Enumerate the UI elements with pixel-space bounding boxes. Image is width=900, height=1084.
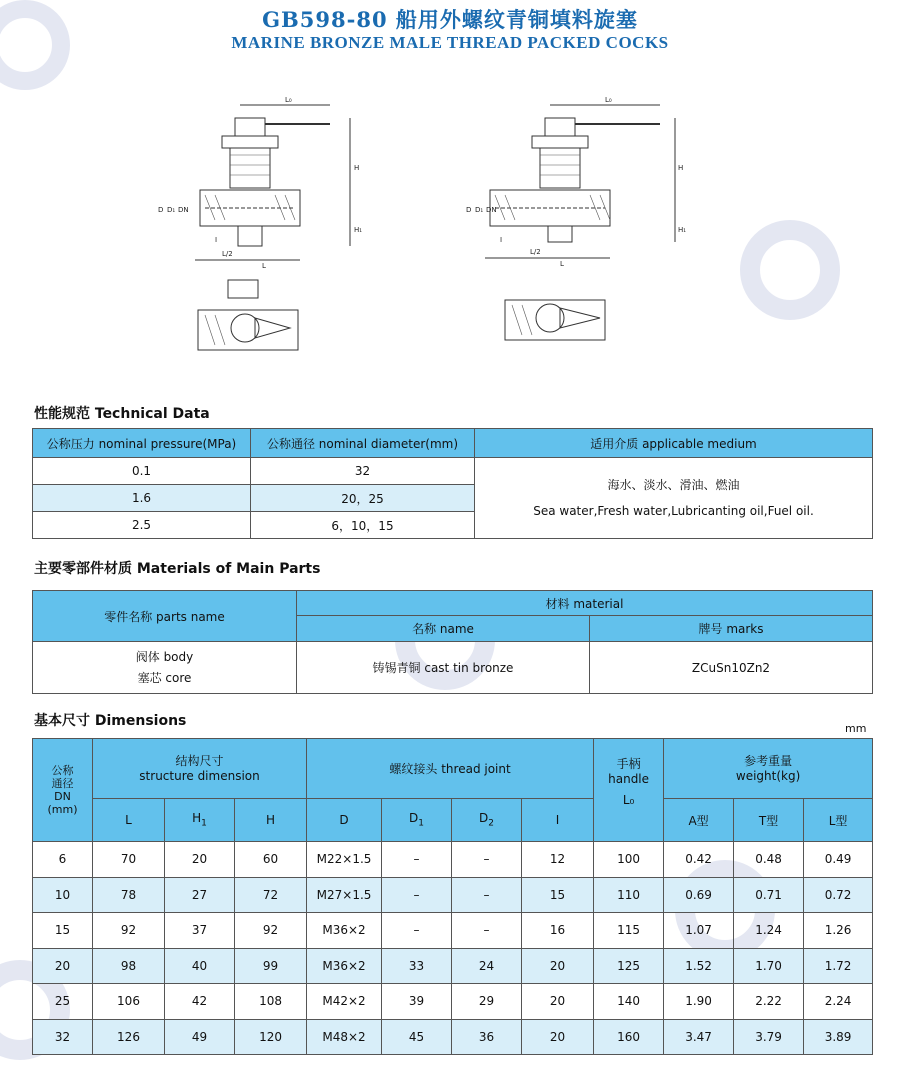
d1-cell: –	[382, 913, 452, 949]
technical-section-title: 性能规范 Technical Data	[34, 406, 210, 422]
materials-section-title: 主要零部件材质 Materials of Main Parts	[34, 561, 321, 577]
weight-line: 参考重量	[744, 753, 793, 768]
table-row	[33, 877, 873, 913]
dn-cell: 32	[33, 1019, 93, 1055]
dn-line: DN	[54, 790, 71, 803]
h-cell: 108	[235, 984, 307, 1020]
valve-front-view-right	[485, 105, 675, 258]
l-cell: 126	[93, 1019, 165, 1055]
d1-main: D	[409, 811, 419, 826]
dn-cell: 20	[33, 948, 93, 984]
material-name-cell: 铸锡青铜 cast tin bronze	[297, 642, 590, 694]
part-body: 阀体 body	[135, 649, 194, 664]
d2-sub: 2	[488, 818, 495, 829]
weight-a-cell: 1.07	[664, 913, 734, 949]
h1-sub: 1	[201, 818, 207, 829]
dim-label-l-right: L	[560, 260, 564, 268]
sub-header-d2	[452, 799, 522, 842]
handle-cell: 160	[594, 1019, 664, 1055]
i-cell: 12	[522, 842, 594, 878]
d2-cell: –	[452, 842, 522, 878]
dn-cell: 15	[33, 913, 93, 949]
col-header-diameter: 公称通径 nominal diameter(mm)	[251, 429, 475, 458]
sub-header-type-a: A型	[664, 799, 734, 842]
weight-l-cell: 1.72	[804, 948, 873, 984]
sub-header-h: H	[235, 799, 307, 842]
h1-cell: 42	[165, 984, 235, 1020]
dim-label-l0-left: L₀	[285, 96, 292, 104]
d1-cell: 45	[382, 1019, 452, 1055]
sub-header-type-t: T型	[734, 799, 804, 842]
d2-cell: –	[452, 877, 522, 913]
dn-cell: 10	[33, 877, 93, 913]
l-cell: 98	[93, 948, 165, 984]
sub-header-l: L	[93, 799, 165, 842]
h-cell: 120	[235, 1019, 307, 1055]
weight-l-cell: 3.89	[804, 1019, 873, 1055]
l-cell: 92	[93, 913, 165, 949]
medium-en: Sea water,Fresh water,Lubricanting oil,Fuel oil.	[533, 504, 814, 518]
h1-cell: 49	[165, 1019, 235, 1055]
col-header-handle	[594, 739, 664, 842]
d2-cell: 24	[452, 948, 522, 984]
pressure-cell: 1.6	[33, 485, 251, 512]
i-cell: 16	[522, 913, 594, 949]
handle-line: 手柄	[616, 757, 641, 771]
structure-line: 结构尺寸	[175, 753, 224, 768]
sub-header-d: D	[307, 799, 382, 842]
unit-label: mm	[845, 722, 867, 735]
i-cell: 15	[522, 877, 594, 913]
dn-line: 通径	[51, 777, 74, 790]
handle-line: handle	[608, 772, 650, 786]
diameter-cell: 6，10，15	[251, 512, 475, 539]
col-header-medium: 适用介质 applicable medium	[475, 429, 873, 458]
h-cell: 72	[235, 877, 307, 913]
dim-label-l2-right: L/2	[530, 248, 541, 256]
sub-header-i: I	[522, 799, 594, 842]
valve-top-view-left	[198, 280, 298, 350]
diameter-cell: 20，25	[251, 485, 475, 512]
structure-line: structure dimension	[139, 768, 260, 783]
dimensions-section-title: 基本尺寸 Dimensions	[34, 713, 187, 729]
weight-a-cell: 0.42	[664, 842, 734, 878]
l-cell: 106	[93, 984, 165, 1020]
h-cell: 92	[235, 913, 307, 949]
i-cell: 20	[522, 1019, 594, 1055]
table-row	[33, 842, 873, 878]
weight-t-cell: 0.48	[734, 842, 804, 878]
table-row	[33, 1019, 873, 1055]
h1-cell: 37	[165, 913, 235, 949]
col-header-pressure: 公称压力 nominal pressure(MPa)	[33, 429, 251, 458]
h1-cell: 27	[165, 877, 235, 913]
dim-label-h1-left: H₁	[354, 226, 363, 234]
table-row	[33, 948, 873, 984]
weight-l-cell: 0.49	[804, 842, 873, 878]
dim-label-h1-right: H₁	[678, 226, 687, 234]
weight-t-cell: 2.22	[734, 984, 804, 1020]
d1-sub: 1	[418, 818, 425, 829]
weight-a-cell: 1.52	[664, 948, 734, 984]
d2-cell: 36	[452, 1019, 522, 1055]
l-cell: 70	[93, 842, 165, 878]
d-cell: M22×1.5	[307, 842, 382, 878]
d2-main: D	[479, 811, 489, 826]
weight-t-cell: 1.70	[734, 948, 804, 984]
h1-cell: 40	[165, 948, 235, 984]
weight-t-cell: 1.24	[734, 913, 804, 949]
dimensions-body	[33, 842, 873, 1055]
col-header-marks: 牌号 marks	[590, 616, 873, 642]
dim-label-l2-left: L/2	[222, 250, 233, 258]
dim-label-h-left: H	[354, 164, 360, 172]
col-header-dn	[33, 739, 93, 842]
h1-main: H	[192, 811, 202, 826]
col-header-thread: 螺纹接头 thread joint	[307, 739, 594, 799]
d1-cell: 39	[382, 984, 452, 1020]
materials-table	[32, 590, 873, 694]
d-cell: M48×2	[307, 1019, 382, 1055]
material-marks-cell: ZCuSn10Zn2	[590, 642, 873, 694]
weight-l-cell: 0.72	[804, 877, 873, 913]
weight-l-cell: 2.24	[804, 984, 873, 1020]
weight-a-cell: 0.69	[664, 877, 734, 913]
weight-a-cell: 1.90	[664, 984, 734, 1020]
technical-data-table	[32, 428, 873, 539]
dim-label-dn-left: DN	[178, 206, 189, 214]
part-core: 塞芯 core	[137, 670, 192, 685]
weight-a-cell: 3.47	[664, 1019, 734, 1055]
dim-label-h-right: H	[678, 164, 684, 172]
valve-top-view-right	[505, 300, 605, 340]
h1-cell: 20	[165, 842, 235, 878]
dim-label-d-right: D	[466, 206, 472, 214]
dim-label-i-left: I	[215, 236, 218, 244]
handle-cell: 140	[594, 984, 664, 1020]
dim-label-d-left: D	[158, 206, 164, 214]
page-title-en: MARINE BRONZE MALE THREAD PACKED COCKS	[231, 33, 669, 52]
l-cell: 78	[93, 877, 165, 913]
d1-cell: 33	[382, 948, 452, 984]
d1-cell: –	[382, 877, 452, 913]
pressure-cell: 0.1	[33, 458, 251, 485]
dn-cell: 25	[33, 984, 93, 1020]
weight-line: weight(kg)	[735, 768, 801, 783]
h-cell: 99	[235, 948, 307, 984]
d-cell: M36×2	[307, 913, 382, 949]
dim-label-i-right: I	[500, 236, 503, 244]
handle-cell: 115	[594, 913, 664, 949]
dim-label-d1-left: D₁	[167, 206, 176, 214]
col-header-material: 材料 material	[297, 591, 873, 616]
handle-cell: 125	[594, 948, 664, 984]
diameter-cell: 32	[251, 458, 475, 485]
d-cell: M36×2	[307, 948, 382, 984]
table-row	[33, 913, 873, 949]
d2-cell: 29	[452, 984, 522, 1020]
sub-header-type-l: L型	[804, 799, 873, 842]
handle-cell: 110	[594, 877, 664, 913]
dim-label-dn-right: DN	[486, 206, 497, 214]
col-header-name: 名称 name	[297, 616, 590, 642]
d2-cell: –	[452, 913, 522, 949]
dn-line: 公称	[51, 764, 74, 777]
col-header-weight	[664, 739, 873, 799]
medium-cn: 海水、淡水、滑油、燃油	[607, 478, 740, 492]
page-title-cn: GB598-80 船用外螺纹青铜填料旋塞	[262, 7, 638, 32]
valve-drawings	[0, 60, 900, 380]
dn-cell: 6	[33, 842, 93, 878]
dim-label-l0-right: L₀	[605, 96, 612, 104]
valve-front-view-left	[195, 105, 350, 260]
sub-header-d1	[382, 799, 452, 842]
medium-cell	[475, 458, 873, 539]
weight-t-cell: 3.79	[734, 1019, 804, 1055]
i-cell: 20	[522, 984, 594, 1020]
col-header-structure	[93, 739, 307, 799]
col-header-part: 零件名称 parts name	[33, 591, 297, 642]
dim-label-d1-right: D₁	[475, 206, 484, 214]
d1-cell: –	[382, 842, 452, 878]
i-cell: 20	[522, 948, 594, 984]
dimensions-table	[32, 738, 873, 1055]
dim-label-l-left: L	[262, 262, 266, 270]
sub-header-h1	[165, 799, 235, 842]
weight-l-cell: 1.26	[804, 913, 873, 949]
handle-cell: 100	[594, 842, 664, 878]
table-row	[33, 984, 873, 1020]
pressure-cell: 2.5	[33, 512, 251, 539]
dn-line: (mm)	[47, 803, 78, 816]
h-cell: 60	[235, 842, 307, 878]
d-cell: M42×2	[307, 984, 382, 1020]
part-cell	[33, 642, 297, 694]
weight-t-cell: 0.71	[734, 877, 804, 913]
handle-line: L₀	[622, 793, 635, 807]
d-cell: M27×1.5	[307, 877, 382, 913]
